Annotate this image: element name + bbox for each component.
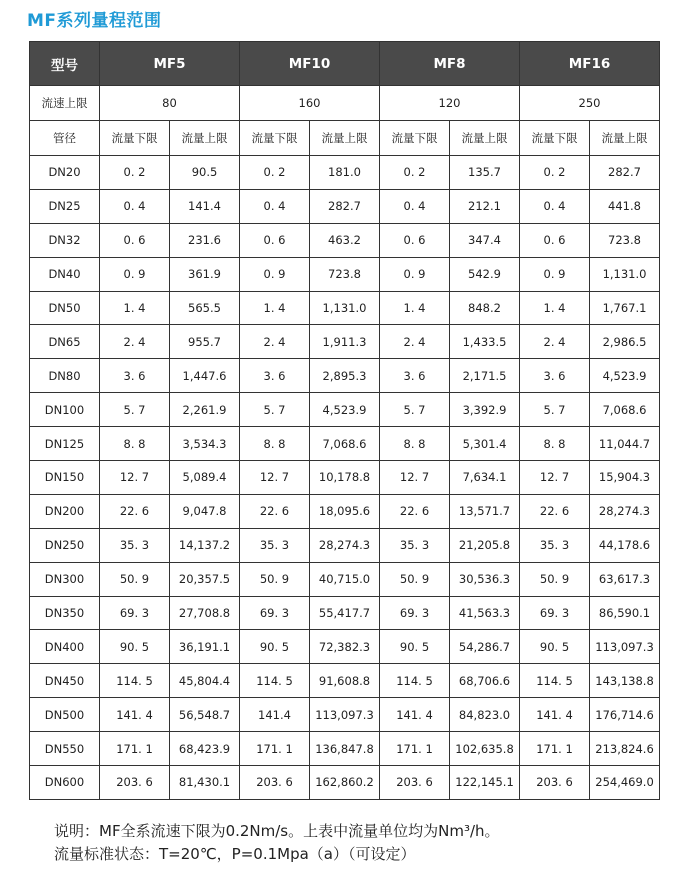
flow-min-cell: 0. 9: [100, 257, 170, 291]
flow-min-cell: 0. 2: [100, 156, 170, 190]
flow-min-cell: 90. 5: [380, 630, 450, 664]
flow-max-cell: 30,536.3: [450, 562, 520, 596]
min-label: 流量下限: [380, 121, 450, 156]
flow-max-cell: 2,171.5: [450, 359, 520, 393]
flow-min-cell: 141. 4: [380, 698, 450, 732]
flow-max-cell: 441.8: [590, 189, 660, 223]
flow-min-cell: 8. 8: [100, 427, 170, 461]
table-row: [30, 528, 660, 562]
flow-max-cell: 1,447.6: [170, 359, 240, 393]
flow-max-cell: 45,804.4: [170, 664, 240, 698]
flow-max-cell: 3,534.3: [170, 427, 240, 461]
pipe-size-cell: DN20: [30, 156, 100, 190]
flow-max-cell: 347.4: [450, 223, 520, 257]
flow-max-cell: 113,097.3: [310, 698, 380, 732]
pipe-size-cell: DN400: [30, 630, 100, 664]
flow-min-cell: 0. 9: [520, 257, 590, 291]
flow-min-cell: 22. 6: [240, 494, 310, 528]
pipe-size-cell: DN25: [30, 189, 100, 223]
flow-max-cell: 15,904.3: [590, 461, 660, 495]
flow-max-cell: 723.8: [310, 257, 380, 291]
min-label: 流量下限: [100, 121, 170, 156]
table-row: [30, 257, 660, 291]
flow-min-cell: 0. 6: [380, 223, 450, 257]
flow-max-cell: 20,357.5: [170, 562, 240, 596]
flow-max-cell: 2,895.3: [310, 359, 380, 393]
flow-min-cell: 0. 6: [100, 223, 170, 257]
flow-min-cell: 1. 4: [100, 291, 170, 325]
flow-min-cell: 12. 7: [240, 461, 310, 495]
flow-min-cell: 50. 9: [240, 562, 310, 596]
flow-min-cell: 114. 5: [520, 664, 590, 698]
flow-min-cell: 5. 7: [380, 393, 450, 427]
flow-max-cell: 11,044.7: [590, 427, 660, 461]
flow-max-cell: 84,823.0: [450, 698, 520, 732]
pipe-size-cell: DN100: [30, 393, 100, 427]
table-row: [30, 664, 660, 698]
ceiling-value: 120: [380, 86, 520, 121]
table-row: [30, 698, 660, 732]
flow-max-cell: 90.5: [170, 156, 240, 190]
pipe-size-cell: DN32: [30, 223, 100, 257]
flow-min-cell: 1. 4: [380, 291, 450, 325]
flow-max-cell: 463.2: [310, 223, 380, 257]
flow-max-cell: 4,523.9: [590, 359, 660, 393]
table-row: [30, 630, 660, 664]
flow-max-cell: 212.1: [450, 189, 520, 223]
flow-min-cell: 0. 2: [380, 156, 450, 190]
flow-min-cell: 2. 4: [380, 325, 450, 359]
flow-min-cell: 2. 4: [520, 325, 590, 359]
flow-min-cell: 0. 4: [520, 189, 590, 223]
note-line-2: 流量标准状态：T=20℃，P=0.1Mpa（a）（可设定）: [54, 845, 416, 863]
flow-max-cell: 136,847.8: [310, 732, 380, 766]
table-row: [30, 562, 660, 596]
table-row: [30, 494, 660, 528]
table-row: [30, 596, 660, 630]
flow-min-cell: 2. 4: [240, 325, 310, 359]
flow-min-cell: 69. 3: [240, 596, 310, 630]
ceiling-value: 250: [520, 86, 660, 121]
flow-min-cell: 141. 4: [520, 698, 590, 732]
flow-max-cell: 56,548.7: [170, 698, 240, 732]
flow-min-cell: 2. 4: [100, 325, 170, 359]
flow-max-cell: 36,191.1: [170, 630, 240, 664]
flow-max-cell: 28,274.3: [310, 528, 380, 562]
flow-min-cell: 141.4: [240, 698, 310, 732]
max-label: 流量上限: [450, 121, 520, 156]
flow-max-cell: 1,911.3: [310, 325, 380, 359]
pipe-size-cell: DN250: [30, 528, 100, 562]
model-mf8: MF8: [380, 42, 520, 86]
flow-min-cell: 3. 6: [520, 359, 590, 393]
min-label: 流量下限: [520, 121, 590, 156]
flow-max-cell: 176,714.6: [590, 698, 660, 732]
flow-max-cell: 68,706.6: [450, 664, 520, 698]
flow-max-cell: 7,068.6: [310, 427, 380, 461]
flow-max-cell: 7,068.6: [590, 393, 660, 427]
flow-min-cell: 0. 2: [240, 156, 310, 190]
max-label: 流量上限: [310, 121, 380, 156]
flow-min-cell: 35. 3: [240, 528, 310, 562]
flow-max-cell: 723.8: [590, 223, 660, 257]
flow-min-cell: 203. 6: [100, 766, 170, 800]
flow-min-cell: 114. 5: [380, 664, 450, 698]
flow-max-cell: 122,145.1: [450, 766, 520, 800]
flow-max-cell: 361.9: [170, 257, 240, 291]
flow-max-cell: 141.4: [170, 189, 240, 223]
flow-max-cell: 231.6: [170, 223, 240, 257]
note-line-1: 说明：MF全系流速下限为0.2Nm/s。上表中流量单位均为Nm³/h。: [54, 822, 500, 840]
flow-max-cell: 91,608.8: [310, 664, 380, 698]
flow-max-cell: 113,097.3: [590, 630, 660, 664]
flow-max-cell: 213,824.6: [590, 732, 660, 766]
flow-min-cell: 0. 6: [240, 223, 310, 257]
flow-min-cell: 90. 5: [520, 630, 590, 664]
flow-max-cell: 565.5: [170, 291, 240, 325]
flow-max-cell: 44,178.6: [590, 528, 660, 562]
flow-min-cell: 35. 3: [520, 528, 590, 562]
table-row: [30, 291, 660, 325]
flow-max-cell: 68,423.9: [170, 732, 240, 766]
pipe-size-cell: DN65: [30, 325, 100, 359]
flow-max-cell: 63,617.3: [590, 562, 660, 596]
ceiling-row: [30, 86, 660, 121]
flow-max-cell: 13,571.7: [450, 494, 520, 528]
flow-max-cell: 18,095.6: [310, 494, 380, 528]
flow-min-cell: 0. 2: [520, 156, 590, 190]
flow-min-cell: 12. 7: [520, 461, 590, 495]
flow-min-cell: 5. 7: [240, 393, 310, 427]
flow-min-cell: 114. 5: [240, 664, 310, 698]
flow-min-cell: 35. 3: [380, 528, 450, 562]
flow-min-cell: 141. 4: [100, 698, 170, 732]
table-row: [30, 461, 660, 495]
flow-min-cell: 12. 7: [100, 461, 170, 495]
pipe-size-cell: DN125: [30, 427, 100, 461]
flow-min-cell: 0. 4: [100, 189, 170, 223]
flow-max-cell: 1,767.1: [590, 291, 660, 325]
model-header: 型号: [30, 42, 100, 86]
flow-max-cell: 848.2: [450, 291, 520, 325]
model-mf5: MF5: [100, 42, 240, 86]
flow-max-cell: 1,131.0: [310, 291, 380, 325]
flow-min-cell: 22. 6: [520, 494, 590, 528]
flow-max-cell: 72,382.3: [310, 630, 380, 664]
flow-max-cell: 1,131.0: [590, 257, 660, 291]
flow-max-cell: 55,417.7: [310, 596, 380, 630]
pipe-size-cell: DN50: [30, 291, 100, 325]
table-row: [30, 189, 660, 223]
flow-min-cell: 69. 3: [100, 596, 170, 630]
flow-min-cell: 90. 5: [100, 630, 170, 664]
flow-max-cell: 4,523.9: [310, 393, 380, 427]
table-row: [30, 766, 660, 800]
flow-min-cell: 8. 8: [380, 427, 450, 461]
flow-min-cell: 0. 9: [380, 257, 450, 291]
pipe-size-cell: DN350: [30, 596, 100, 630]
flow-max-cell: 27,708.8: [170, 596, 240, 630]
flow-min-cell: 5. 7: [520, 393, 590, 427]
flow-min-cell: 50. 9: [100, 562, 170, 596]
pipe-size-cell: DN600: [30, 766, 100, 800]
flow-min-cell: 0. 6: [520, 223, 590, 257]
flow-min-cell: 69. 3: [380, 596, 450, 630]
flow-max-cell: 282.7: [310, 189, 380, 223]
pipe-size-cell: DN500: [30, 698, 100, 732]
flow-max-cell: 2,986.5: [590, 325, 660, 359]
min-label: 流量下限: [240, 121, 310, 156]
page-title: MF系列量程范围: [27, 11, 162, 31]
flow-max-cell: 181.0: [310, 156, 380, 190]
flow-min-cell: 22. 6: [380, 494, 450, 528]
flow-min-cell: 0. 4: [380, 189, 450, 223]
flow-min-cell: 69. 3: [520, 596, 590, 630]
pipe-label: 管径: [30, 121, 100, 156]
pipe-size-cell: DN300: [30, 562, 100, 596]
flow-min-cell: 0. 4: [240, 189, 310, 223]
flow-min-cell: 0. 9: [240, 257, 310, 291]
flow-max-cell: 143,138.8: [590, 664, 660, 698]
flow-min-cell: 114. 5: [100, 664, 170, 698]
ceiling-value: 160: [240, 86, 380, 121]
flow-max-cell: 135.7: [450, 156, 520, 190]
pipe-size-cell: DN150: [30, 461, 100, 495]
flow-min-cell: 203. 6: [240, 766, 310, 800]
flow-max-cell: 3,392.9: [450, 393, 520, 427]
flow-max-cell: 40,715.0: [310, 562, 380, 596]
flow-min-cell: 203. 6: [520, 766, 590, 800]
flow-max-cell: 86,590.1: [590, 596, 660, 630]
flow-min-cell: 171. 1: [520, 732, 590, 766]
pipe-size-cell: DN450: [30, 664, 100, 698]
flow-max-cell: 9,047.8: [170, 494, 240, 528]
flow-min-cell: 8. 8: [520, 427, 590, 461]
flow-max-cell: 1,433.5: [450, 325, 520, 359]
flow-max-cell: 282.7: [590, 156, 660, 190]
flow-min-cell: 5. 7: [100, 393, 170, 427]
range-table: [29, 41, 660, 800]
flow-max-cell: 14,137.2: [170, 528, 240, 562]
flow-min-cell: 8. 8: [240, 427, 310, 461]
pipe-size-cell: DN550: [30, 732, 100, 766]
flow-max-cell: 5,089.4: [170, 461, 240, 495]
flow-max-cell: 41,563.3: [450, 596, 520, 630]
flow-max-cell: 10,178.8: [310, 461, 380, 495]
flow-min-cell: 171. 1: [380, 732, 450, 766]
pipe-size-cell: DN40: [30, 257, 100, 291]
flow-min-cell: 203. 6: [380, 766, 450, 800]
max-label: 流量上限: [590, 121, 660, 156]
table-row: [30, 732, 660, 766]
notes: [54, 820, 500, 866]
flow-min-cell: 50. 9: [380, 562, 450, 596]
pipe-size-cell: DN80: [30, 359, 100, 393]
model-mf10: MF10: [240, 42, 380, 86]
pipe-size-cell: DN200: [30, 494, 100, 528]
subheader-row: [30, 121, 660, 156]
flow-max-cell: 162,860.2: [310, 766, 380, 800]
ceiling-label: 流速上限: [30, 86, 100, 121]
flow-min-cell: 1. 4: [520, 291, 590, 325]
flow-max-cell: 81,430.1: [170, 766, 240, 800]
flow-max-cell: 254,469.0: [590, 766, 660, 800]
flow-min-cell: 50. 9: [520, 562, 590, 596]
table-row: [30, 156, 660, 190]
flow-min-cell: 3. 6: [380, 359, 450, 393]
flow-max-cell: 2,261.9: [170, 393, 240, 427]
table-row: [30, 325, 660, 359]
flow-min-cell: 171. 1: [100, 732, 170, 766]
table-row: [30, 427, 660, 461]
flow-max-cell: 54,286.7: [450, 630, 520, 664]
flow-max-cell: 955.7: [170, 325, 240, 359]
table-row: [30, 223, 660, 257]
flow-max-cell: 21,205.8: [450, 528, 520, 562]
flow-min-cell: 171. 1: [240, 732, 310, 766]
flow-min-cell: 90. 5: [240, 630, 310, 664]
flow-max-cell: 28,274.3: [590, 494, 660, 528]
flow-min-cell: 3. 6: [100, 359, 170, 393]
model-mf16: MF16: [520, 42, 660, 86]
flow-max-cell: 102,635.8: [450, 732, 520, 766]
flow-max-cell: 5,301.4: [450, 427, 520, 461]
flow-min-cell: 35. 3: [100, 528, 170, 562]
table-row: [30, 359, 660, 393]
max-label: 流量上限: [170, 121, 240, 156]
flow-max-cell: 7,634.1: [450, 461, 520, 495]
table-row: [30, 393, 660, 427]
ceiling-value: 80: [100, 86, 240, 121]
flow-min-cell: 3. 6: [240, 359, 310, 393]
model-header-row: [30, 42, 660, 86]
flow-min-cell: 22. 6: [100, 494, 170, 528]
flow-max-cell: 542.9: [450, 257, 520, 291]
flow-min-cell: 1. 4: [240, 291, 310, 325]
flow-min-cell: 12. 7: [380, 461, 450, 495]
